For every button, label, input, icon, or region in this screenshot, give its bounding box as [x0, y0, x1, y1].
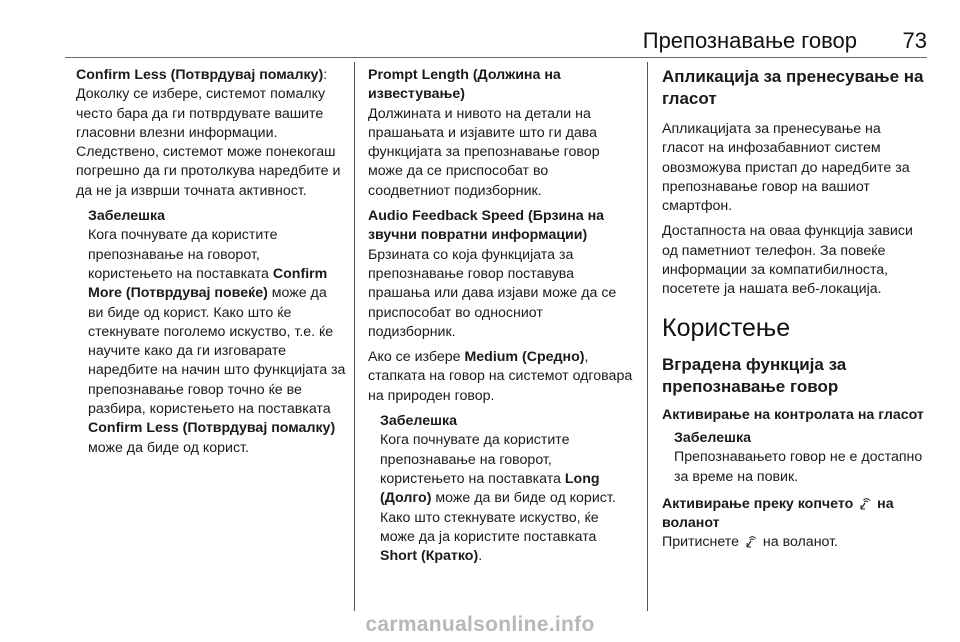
- prompt-length-heading: Prompt Length (Должина на известување): [368, 67, 561, 103]
- note-term: Short (Кратко): [380, 548, 479, 565]
- note-body: Препознавањето говор не е достапно за време на повик.: [674, 449, 923, 485]
- page-title: Препознавање говор: [642, 28, 857, 53]
- note-term: Confirm Less (Потврдувај помалку): [88, 420, 336, 437]
- voice-control-icon: [859, 497, 871, 510]
- paragraph-text: на воланот.: [758, 534, 838, 551]
- voice-control-icon: [745, 535, 757, 548]
- audio-feedback-heading: Audio Feedback Speed (Брзина на звучни повратни информации): [368, 208, 605, 244]
- note-text: Кога почнувате да користите препознавање на говорот, користењето на поставката: [380, 432, 570, 487]
- note-block: [674, 429, 927, 487]
- note-text: може да биде од корист.: [88, 439, 249, 456]
- column-3: [662, 66, 927, 559]
- medium-paragraph: [368, 348, 634, 406]
- note-text: може да ви биде од корист. Како што стекнувате искуство, ќе може да ја користите поставката: [380, 490, 616, 545]
- note-title: Забелешка: [380, 413, 457, 430]
- note-body: [380, 431, 634, 566]
- note-text: .: [478, 548, 483, 565]
- note-title: Забелешка: [674, 429, 751, 446]
- note-text: може да ви биде од корист. Како што ќе стекнувате поголемо искуство, т.е. ќе научите како да ги изговарате наредбите на начин што функцијата за препознавање говор точно ќе ве разбира, користењето на поставката: [88, 285, 346, 418]
- availability-text: Достапноста на оваа функција зависи од паметниот телефон. За повеќе информации за компатибилноста, посетете ја нашата веб-локација.: [662, 223, 913, 298]
- column-divider-1: [354, 62, 355, 611]
- note-term: Long (Долго): [380, 470, 600, 507]
- column-2: [368, 66, 634, 572]
- note-block: [380, 412, 634, 566]
- activate-steering-heading: [662, 495, 927, 534]
- prompt-length-text: Должината и нивото на детали на прашањата и изјавите што ги дава функцијата за препознавање говор може да се приспособат во соодветниот подизборник.: [368, 105, 600, 199]
- header-divider: [65, 57, 927, 58]
- page-number: 73: [902, 28, 927, 53]
- column-1: [76, 66, 346, 464]
- watermark: carmanualsonline.info: [365, 613, 595, 636]
- medium-term: Medium (Средно): [464, 349, 585, 366]
- note-text: Кога почнувате да користите препознавање на говорот, користењето на поставката: [88, 227, 278, 282]
- note-title: Забелешка: [88, 208, 165, 225]
- paragraph-text: Притиснете: [662, 534, 743, 551]
- note-block: [88, 207, 346, 458]
- paragraph-text: , стапката на говор на системот одговара на природен говор.: [368, 349, 633, 404]
- confirm-less-paragraph: [76, 66, 346, 201]
- voice-passthrough-heading: Апликација за пренесување на гласот: [662, 67, 924, 108]
- column-divider-2: [647, 62, 648, 611]
- press-instruction: [662, 533, 927, 552]
- page-header: [65, 26, 927, 56]
- confirm-less-text: : Доколку се избере, системот помалку често бара да ги потврдувате вашите гласовни влезни информации. Следствено, системот може понекогаш погрешно да ги протолкува наредбите и да не ја изврши точната активност.: [76, 67, 341, 199]
- paragraph-text: Ако се избере: [368, 349, 465, 366]
- confirm-less-term: Confirm Less (Потврдувај помалку): [76, 67, 324, 83]
- note-body: [88, 226, 346, 458]
- builtin-recognition-heading: Вградена функција за препознавање говор: [662, 354, 847, 396]
- activate-voice-heading: Активирање на контролата на гласот: [662, 406, 924, 423]
- usage-heading: Користење: [662, 313, 791, 342]
- audio-feedback-text: Брзината со која функцијата за препознавање говор поставува прашања или дава изјави може да се приспособат во односниот подизборник.: [368, 246, 617, 340]
- voice-passthrough-text: Апликацијата за пренесување на гласот на инфозабавниот систем овозможува пристап до наредбите за препознавање говор на вашиот смартфон.: [662, 121, 910, 215]
- heading-text: Активирање преку копчето: [662, 495, 858, 512]
- heading-text: на воланот: [662, 495, 894, 532]
- note-term: Confirm More (Потврдувај повеќе): [88, 265, 328, 302]
